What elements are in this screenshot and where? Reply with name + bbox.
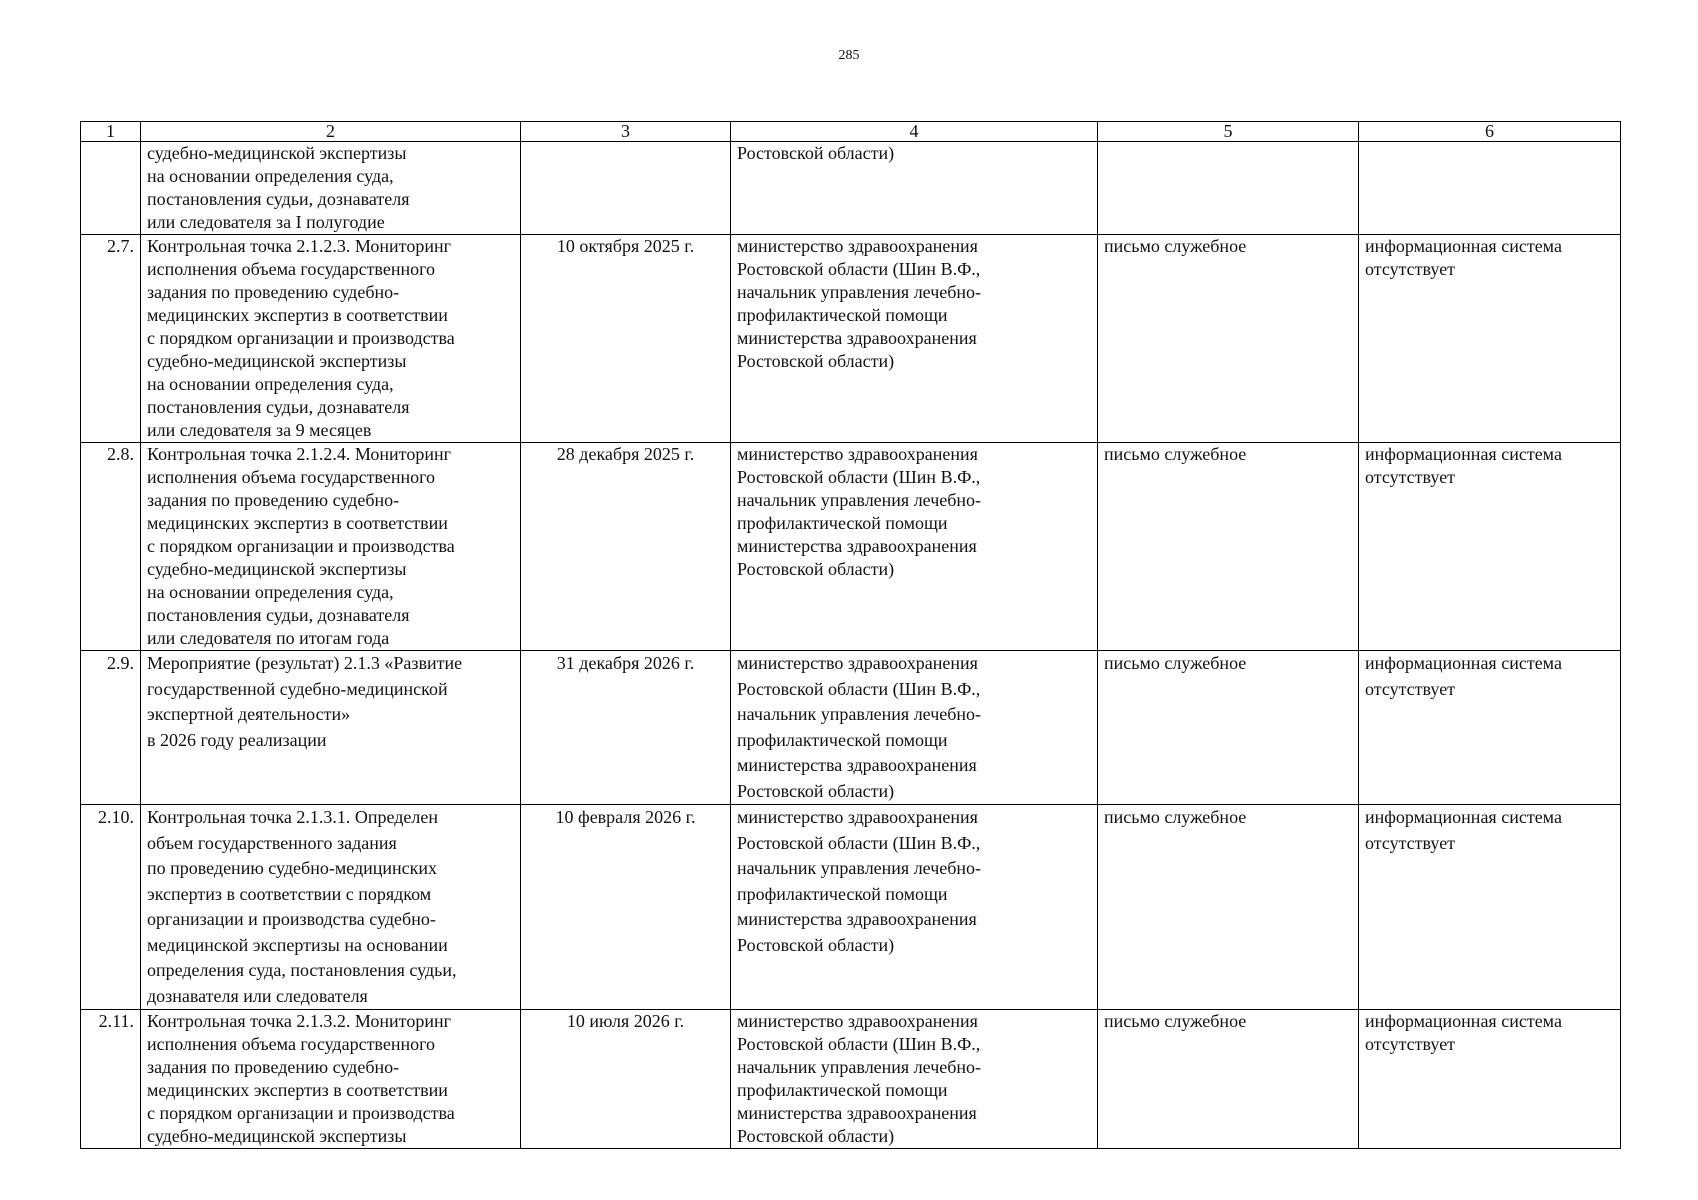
information-system: информационная система отсутствует [1359, 651, 1621, 805]
confirming-document: письмо служебное [1098, 805, 1359, 1010]
row-number [81, 142, 141, 235]
event-name: Контрольная точка 2.1.2.3. Мониторинг исполнения объема государственного задания по проведению судебно- медицинских экспертиз в соответствии с порядком организации и производства судебно-медицинской экспертизы на основании определения суда, постановления судьи, дознавателя или следователя за 9 месяцев [141, 235, 521, 443]
row-number: 2.7. [81, 235, 141, 443]
page-number: 285 [838, 48, 860, 63]
deadline-date: 10 июля 2026 г. [521, 1010, 731, 1149]
table-row [81, 651, 1621, 805]
information-system: информационная система отсутствует [1359, 1010, 1621, 1149]
confirming-document: письмо служебное [1098, 443, 1359, 651]
information-system [1359, 142, 1621, 235]
event-name: Контрольная точка 2.1.2.4. Мониторинг исполнения объема государственного задания по проведению судебно- медицинских экспертиз в соответствии с порядком организации и производства судебно-медицинской экспертизы на основании определения суда, постановления судьи, дознавателя или следователя по итогам года [141, 443, 521, 651]
event-name: Контрольная точка 2.1.3.2. Мониторинг исполнения объема государственного задания по проведению судебно- медицинских экспертиз в соответствии с порядком организации и производства судебно-медицинской экспертизы [141, 1010, 521, 1149]
column-number: 2 [141, 122, 521, 142]
row-number: 2.8. [81, 443, 141, 651]
event-name: судебно-медицинской экспертизы на основании определения суда, постановления судьи, дознавателя или следователя за I полугодие [141, 142, 521, 235]
event-name: Контрольная точка 2.1.3.1. Определен объем государственного задания по проведению судебно-медицинских экспертиз в соответствии с порядком организации и производства судебно- медицинской экспертизы на основании определения суда, постановления судьи, дознавателя или следователя [141, 805, 521, 1010]
table-row [81, 142, 1621, 235]
table-row [81, 235, 1621, 443]
confirming-document: письмо служебное [1098, 1010, 1359, 1149]
confirming-document: письмо служебное [1098, 235, 1359, 443]
information-system: информационная система отсутствует [1359, 443, 1621, 651]
deadline-date: 10 февраля 2026 г. [521, 805, 731, 1010]
responsible-party: министерство здравоохранения Ростовской области (Шин В.Ф., начальник управления лечебно- профилактической помощи министерства здравоохранения Ростовской области) [731, 805, 1098, 1010]
deadline-date [521, 142, 731, 235]
column-number: 6 [1359, 122, 1621, 142]
document-table [80, 121, 1621, 1149]
row-number: 2.9. [81, 651, 141, 805]
information-system: информационная система отсутствует [1359, 805, 1621, 1010]
confirming-document [1098, 142, 1359, 235]
deadline-date: 10 октября 2025 г. [521, 235, 731, 443]
column-number: 3 [521, 122, 731, 142]
table-row [81, 1010, 1621, 1149]
information-system: информационная система отсутствует [1359, 235, 1621, 443]
event-name: Мероприятие (результат) 2.1.3 «Развитие государственной судебно-медицинской экспертной деятельности» в 2026 году реализации [141, 651, 521, 805]
responsible-party: министерство здравоохранения Ростовской области (Шин В.Ф., начальник управления лечебно- профилактической помощи министерства здравоохранения Ростовской области) [731, 235, 1098, 443]
deadline-date: 31 декабря 2026 г. [521, 651, 731, 805]
table-row [81, 805, 1621, 1010]
responsible-party: министерство здравоохранения Ростовской области (Шин В.Ф., начальник управления лечебно- профилактической помощи министерства здравоохранения Ростовской области) [731, 651, 1098, 805]
row-number: 2.11. [81, 1010, 141, 1149]
responsible-party: Ростовской области) [731, 142, 1098, 235]
confirming-document: письмо служебное [1098, 651, 1359, 805]
column-number: 4 [731, 122, 1098, 142]
responsible-party: министерство здравоохранения Ростовской области (Шин В.Ф., начальник управления лечебно- профилактической помощи министерства здравоохранения Ростовской области) [731, 1010, 1098, 1149]
column-number: 5 [1098, 122, 1359, 142]
deadline-date: 28 декабря 2025 г. [521, 443, 731, 651]
column-number-row [81, 122, 1621, 142]
table-row [81, 443, 1621, 651]
column-number: 1 [81, 122, 141, 142]
responsible-party: министерство здравоохранения Ростовской области (Шин В.Ф., начальник управления лечебно- профилактической помощи министерства здравоохранения Ростовской области) [731, 443, 1098, 651]
row-number: 2.10. [81, 805, 141, 1010]
